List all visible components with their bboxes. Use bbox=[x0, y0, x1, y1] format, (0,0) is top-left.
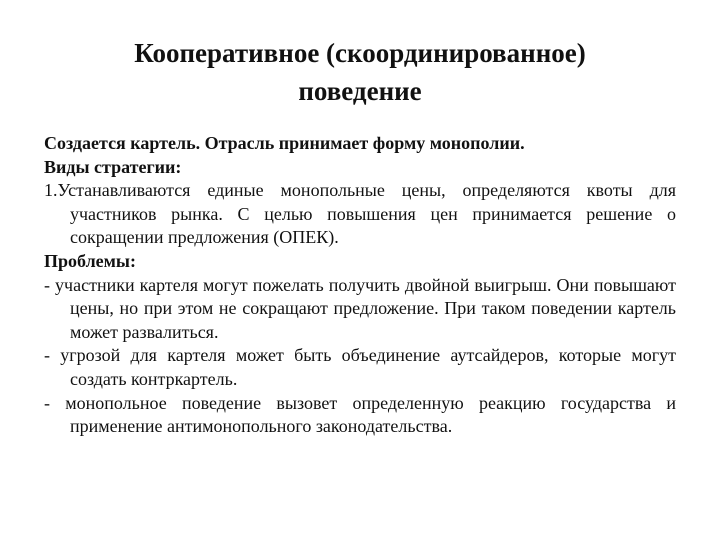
slide-title-line-1: Кооперативное (скоординированное) bbox=[134, 38, 586, 68]
slide-title-line-2: поведение bbox=[298, 76, 422, 106]
problems-heading: Проблемы: bbox=[44, 250, 136, 271]
problem-item-2: - угрозой для картеля может быть объединение аутсайдеров, которые могут создать контркартель. bbox=[44, 345, 676, 389]
problem-item-1: - участники картеля могут пожелать получить двойной выигрыш. Они повышают цены, но при этом не сокращают предложение. При таком поведении картель может развалиться. bbox=[44, 274, 676, 342]
intro-text: Создается картель. Отрасль принимает форму монополии. bbox=[44, 133, 525, 153]
slide-title bbox=[0, 34, 720, 110]
strategy-item-1: 1.Устанавливаются единые монопольные цены, определяются квоты для участников рынка. С целью повышения цен принимается решение о сокращении предложения (ОПЕК). bbox=[44, 180, 676, 248]
slide-body bbox=[44, 132, 676, 439]
problem-item-3: - монопольное поведение вызовет определенную реакцию государства и применение антимонопольного законодательства. bbox=[44, 392, 676, 437]
strategies-heading: Виды стратегии: bbox=[44, 156, 182, 177]
